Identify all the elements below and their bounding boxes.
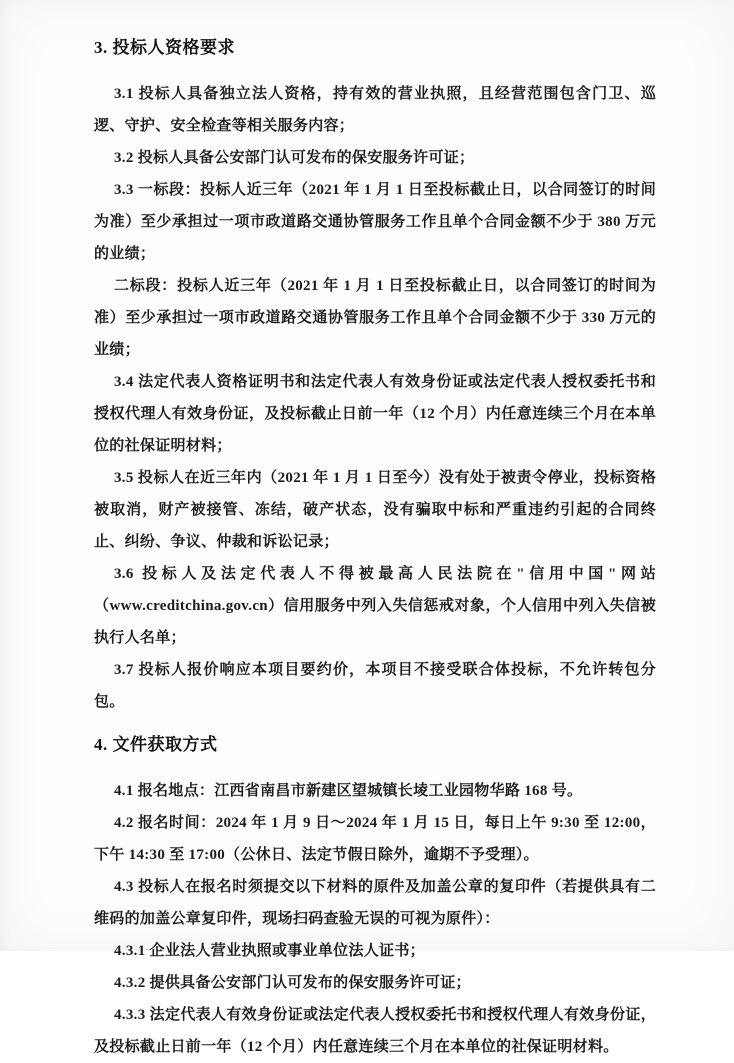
paragraph-3-3-lot2: 二标段：投标人近三年（2021 年 1 月 1 日至投标截止日，以合同签订的时间为准）至少承担过一项市政道路交通协管服务工作且单个合同金额不少于 330 万元的业绩； bbox=[94, 278, 656, 358]
section-heading-bidder-qualification: 3. 投标人资格要求 bbox=[94, 38, 235, 57]
paragraph-3-7: 3.7 投标人报价响应本项目要约价，本项目不接受联合体投标，不允许转包分包。 bbox=[94, 662, 656, 710]
paragraph-4-3: 4.3 投标人在报名时须提交以下材料的原件及加盖公章的复印件（若提供具有二维码的加盖公章复印件，现场扫码查验无误的可视为原件）： bbox=[94, 879, 656, 927]
section-heading-document-acquisition: 4. 文件获取方式 bbox=[94, 735, 218, 754]
paragraph-3-1: 3.1 投标人具备独立法人资格，持有效的营业执照，且经营范围包含门卫、巡逻、守护、安全检查等相关服务内容； bbox=[94, 86, 656, 134]
paragraph-4-1: 4.1 报名地点：江西省南昌市新建区望城镇长堎工业园物华路 168 号。 bbox=[114, 783, 583, 799]
section-document-acquisition bbox=[94, 733, 656, 1063]
paragraph-4-3-1: 4.3.1 企业法人营业执照或事业单位法人证书； bbox=[114, 943, 425, 959]
paragraph-3-3-lot1: 3.3 一标段：投标人近三年（2021 年 1 月 1 日至投标截止日，以合同签订的时间为准）至少承担过一项市政道路交通协管服务工作且单个合同金额不少于 380 万元的业绩； bbox=[94, 182, 656, 262]
paragraph-3-2: 3.2 投标人具备公安部门认可发布的保安服务许可证； bbox=[114, 150, 475, 166]
paragraph-4-3-2: 4.3.2 提供具备公安部门认可发布的保安服务许可证； bbox=[114, 975, 471, 991]
paragraph-3-6: 3.6 投标人及法定代表人不得被最高人民法院在"信用中国"网站（www.creditchina.gov.cn）信用服务中列入失信惩戒对象，个人信用中列入失信被执行人名单； bbox=[94, 566, 656, 646]
section-bidder-qualification-requirements bbox=[94, 36, 656, 718]
paragraph-4-2: 4.2 报名时间：2024 年 1 月 9 日～2024 年 1 月 15 日，每日上午 9:30 至 12:00，下午 14:30 至 17:00（公休日、法定节假日除外，逾期不予受理）。 bbox=[94, 815, 656, 863]
paragraph-4-3-3: 4.3.3 法定代表人有效身份证或法定代表人授权委托书和授权代理人有效身份证，及投标截止日前一年（12 个月）内任意连续三个月在本单位的社保证明材料。 bbox=[94, 1007, 656, 1055]
paragraph-3-4: 3.4 法定代表人资格证明书和法定代表人有效身份证或法定代表人授权委托书和授权代理人有效身份证，及投标截止日前一年（12 个月）内任意连续三个月在本单位的社保证明材料； bbox=[94, 374, 656, 454]
paragraph-3-5: 3.5 投标人在近三年内（2021 年 1 月 1 日至今）没有处于被责令停业，投标资格被取消，财产被接管、冻结，破产状态，没有骗取中标和严重违约引起的合同终止、纠纷、争议、仲裁和诉讼记录； bbox=[94, 470, 656, 550]
